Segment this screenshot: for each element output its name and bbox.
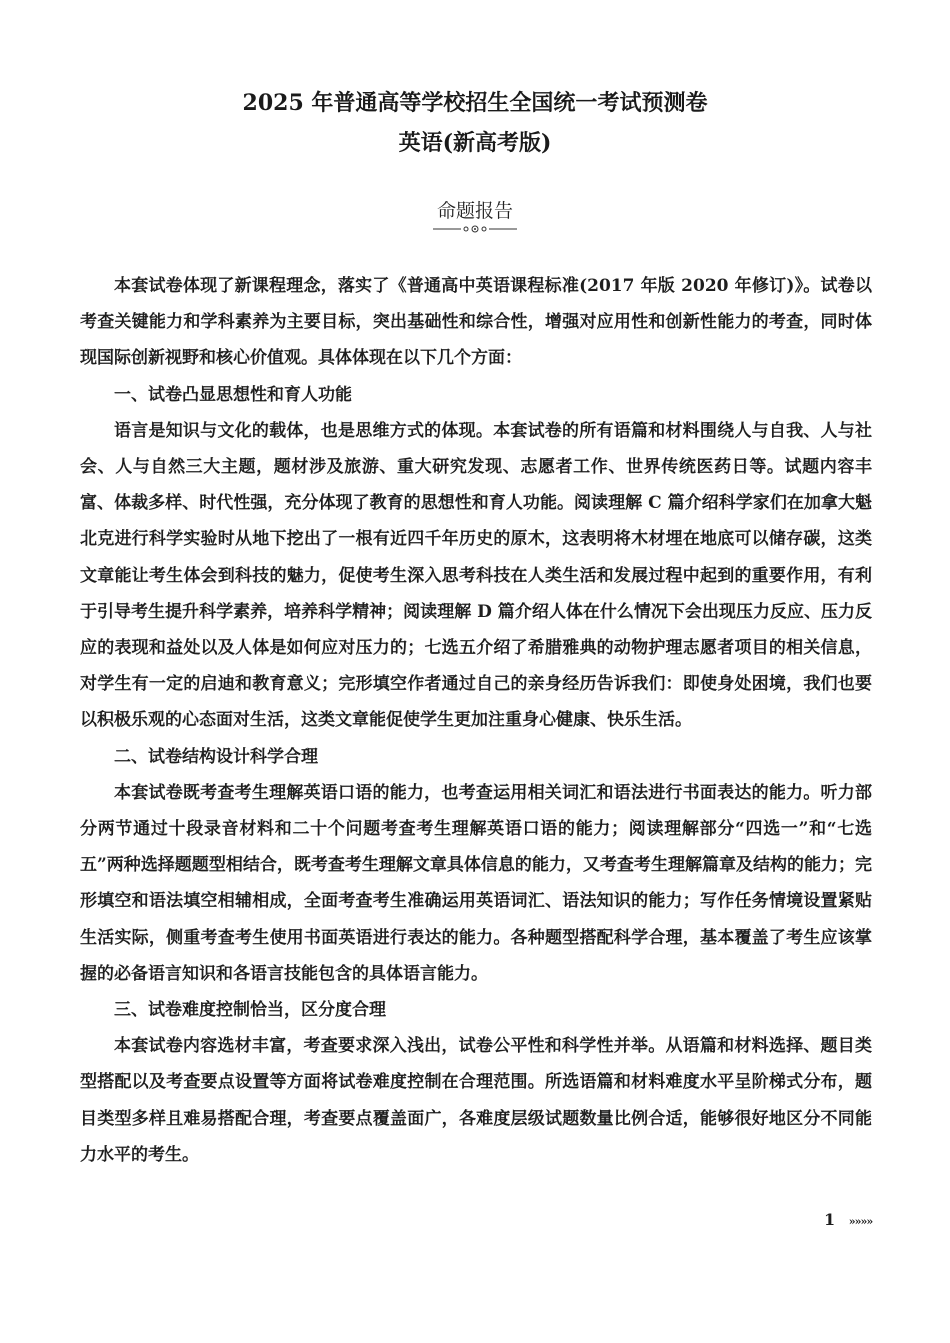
section-heading-2: 二、试卷结构设计科学合理 bbox=[114, 746, 318, 767]
page-footer bbox=[824, 1210, 872, 1229]
decorative-divider-icon bbox=[433, 224, 517, 234]
section-paragraph-1: 语言是知识与文化的载体，也是思维方式的体现。本套试卷的所有语篇和材料围绕人与自我、人与社会、人与自然三大主题，题材涉及旅游、重大研究发现、志愿者工作、世界传统医药日等。试题内容丰富、体裁多样、时代性强，充分体现了教育的思想性和育人功能。阅读理解 C 篇介绍科学家们在加拿大魁北克进行科学实验时从地下挖出了一根有近四千年历史的原木，这表明将木材埋在地底可以储存碳，这类文章能让考生体会到科技的魅力，促使考生深入思考科技在人类生活和发展过程中起到的重要作用，有利于引导考生提升科学素养，培养科学精神；阅读理解 D 篇介绍人体在什么情况下会出现压力反应、压力反应的表现和益处以及人体是如何应对压力的；七选五介绍了希腊雅典的动物护理志愿者项目的相关信息，对学生有一定的启迪和教育意义；完形填空作者通过自己的亲身经历告诉我们：即使身处困境，我们也要以积极乐观的心态面对生活，这类文章能促使学生更加注重身心健康、快乐生活。 bbox=[80, 420, 872, 731]
document-subtitle: 英语(新高考版) bbox=[398, 130, 552, 156]
page-marker-icon: »»»» bbox=[848, 1215, 873, 1228]
section-heading-1: 一、试卷凸显思想性和育人功能 bbox=[114, 384, 352, 405]
section-paragraph-2: 本套试卷既考查考生理解英语口语的能力，也考查运用相关词汇和语法进行书面表达的能力。听力部分两节通过十段录音材料和二十个问题考查考生理解英语口语的能力；阅读理解部分“四选一”和“七选五”两种选择题题型相结合，既考查考生理解文章具体信息的能力，又考查考生理解篇章及结构的能力；完形填空和语法填空相辅相成，全面考查考生准确运用英语词汇、语法知识的能力；写作任务情境设置紧贴生活实际，侧重考查考生使用书面英语进行表达的能力。各种题型搭配科学合理，基本覆盖了考生应该掌握的必备语言知识和各语言技能包含的具体语言能力。 bbox=[80, 782, 872, 984]
report-body bbox=[80, 268, 872, 1173]
document-title: 2025 年普通高等学校招生全国统一考试预测卷 bbox=[242, 90, 708, 116]
page-number: 1 bbox=[824, 1210, 836, 1229]
section-paragraph-3: 本套试卷内容选材丰富，考查要求深入浅出，试卷公平性和科学性并举。从语篇和材料选择、题目类型搭配以及考查要点设置等方面将试卷难度控制在合理范围。所选语篇和材料难度水平呈阶梯式分布，题目类型多样且难易搭配合理，考查要点覆盖面广，各难度层级试题数量比例合适，能够很好地区分不同能力水平的考生。 bbox=[80, 1036, 872, 1165]
report-label: 命题报告 bbox=[436, 200, 513, 222]
intro-paragraph: 本套试卷体现了新课程理念，落实了《普通高中英语课程标准(2017 年版 2020 年修订)》。试卷以考查关键能力和学科素养为主要目标，突出基础性和综合性，增强对应用性和创新性能力的考查，同时体现国际创新视野和核心价值观。具体体现在以下几个方面： bbox=[80, 276, 872, 369]
section-heading-3: 三、试卷难度控制恰当，区分度合理 bbox=[114, 1000, 386, 1021]
